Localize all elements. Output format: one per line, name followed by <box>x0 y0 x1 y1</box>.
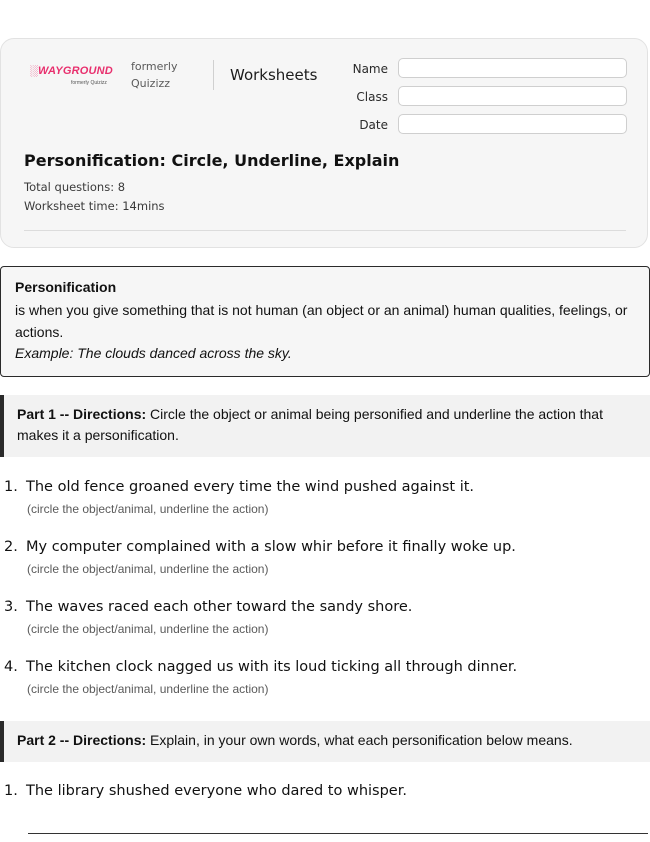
worksheets-label: Worksheets <box>230 66 318 84</box>
logo-subtext: formerly Quizizz <box>71 80 107 86</box>
question-hint: (circle the object/animal, underline the action) <box>27 682 269 696</box>
question-text: My computer complained with a slow whir before it finally woke up. <box>26 539 516 555</box>
question-number: 4. <box>4 659 18 675</box>
class-field[interactable] <box>398 86 627 106</box>
definition-example: Example: The clouds danced across the sky. <box>15 345 292 361</box>
worksheet-title: Personification: Circle, Underline, Explain <box>24 151 400 170</box>
question-number: 1. <box>4 783 18 799</box>
part2-directions-label: Part 2 -- Directions: <box>17 732 147 748</box>
question-number: 2. <box>4 539 18 555</box>
definition-text: is when you give something that is not human (an object or an animal) human qualities, feelings, or actions. <box>15 302 628 340</box>
question-hint: (circle the object/animal, underline the action) <box>27 622 269 636</box>
definition-title: Personification <box>15 279 117 295</box>
part1-directions-text: Circle the object or animal being personified and underline the action that makes it a personification. <box>17 406 603 443</box>
class-label: Class <box>356 90 388 104</box>
name-label: Name <box>352 62 388 76</box>
definition-box <box>0 266 650 377</box>
date-field[interactable] <box>398 114 627 134</box>
question-text: The old fence groaned every time the wind pushed against it. <box>26 479 475 495</box>
part2-directions-text: Explain, in your own words, what each personification below means. <box>146 732 573 748</box>
part2-directions <box>0 721 650 762</box>
question-hint: (circle the object/animal, underline the action) <box>27 562 269 576</box>
answer-line[interactable] <box>28 833 648 834</box>
logo-wordmark: ░WAYGROUND <box>30 65 113 77</box>
formerly-quizizz-label: formerly Quizizz <box>131 60 178 90</box>
question-number: 1. <box>4 479 18 495</box>
header-divider <box>213 60 214 90</box>
wayground-logo <box>30 65 120 89</box>
name-field[interactable] <box>398 58 627 78</box>
question-hint: (circle the object/animal, underline the action) <box>27 502 269 516</box>
date-label: Date <box>359 118 388 132</box>
total-questions: Total questions: 8 <box>24 180 126 194</box>
worksheet-time: Worksheet time: 14mins <box>24 199 165 213</box>
header-bottom-divider <box>24 230 626 231</box>
part1-directions-label: Part 1 -- Directions: <box>17 406 147 422</box>
question-text: The waves raced each other toward the sandy shore. <box>26 599 413 615</box>
question-number: 3. <box>4 599 18 615</box>
question-text: The kitchen clock nagged us with its loud ticking all through dinner. <box>26 659 518 675</box>
worksheet-header-card <box>0 38 648 248</box>
question-text: The library shushed everyone who dared to whisper. <box>26 783 407 799</box>
part1-directions <box>0 395 650 457</box>
